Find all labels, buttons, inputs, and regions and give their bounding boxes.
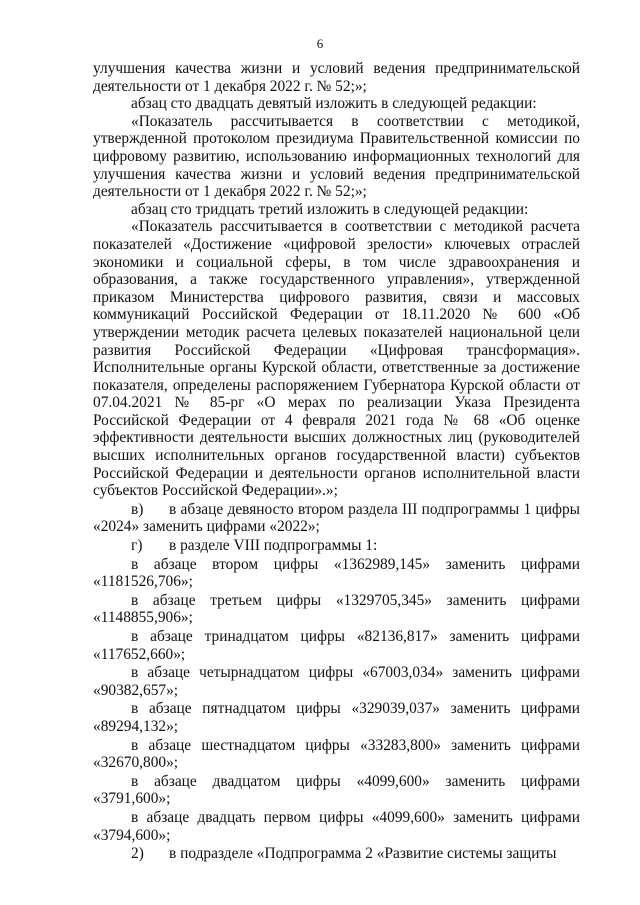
paragraph-text: в абзаце третьем цифры «1329705,345» заменить цифрами «1148855,906»; <box>93 591 580 627</box>
paragraph-text: абзац сто двадцать девятый изложить в следующей редакции: <box>131 95 537 113</box>
paragraph <box>93 592 580 627</box>
paragraph-text: в абзаце двадцать первом цифры «4099,600» заменить цифрами «3794,600»; <box>93 808 580 844</box>
paragraph-text: абзац сто тридцать третий изложить в следующей редакции: <box>131 200 529 218</box>
paragraph <box>93 201 580 219</box>
paragraph <box>93 218 580 500</box>
list-marker: г) <box>131 537 143 555</box>
paragraph-text: «Показатель рассчитывается в соответствии с методикой, утвержденной протоколом президиума Правительственной комиссии по цифровому развитию, использованию информационных технологий для улучшения качества жизни и условий ведения предпринимательской деятельности от 1 декабря 2022 г. № 52;»; <box>93 112 580 201</box>
paragraph-text: в абзаце четырнадцатом цифры «67003,034» заменить цифрами «90382,657»; <box>93 664 580 699</box>
paragraph-text: в абзаце девяносто втором раздела III подпрограммы 1 цифры «2024» заменить цифрами «2022»; <box>93 500 580 536</box>
paragraph <box>93 60 580 95</box>
paragraph-text: в разделе VIII подпрограммы 1: <box>169 537 378 555</box>
list-marker: в) <box>131 500 144 518</box>
paragraph <box>93 809 580 844</box>
paragraph-text: в абзаце втором цифры «1362989,145» заменить цифрами «1181526,706»; <box>93 555 580 591</box>
paragraph <box>93 501 580 536</box>
paragraph-text: «Показатель рассчитывается в соответствии с методикой расчета показателей «Достижение «цифровой зрелости» ключевых отраслей экономики и социальной сферы, в том числе здравоохранения и образования, а также государственного управления», утвержденной приказом Министерства цифрового развития, связи и массовых коммуникаций Российской Федерации от 18.11.2020 № 600 «Об утверждении методик расчета целевых показателей национальной цели развития Российской Федерации «Цифровая трансформация». Исполнительные органы Курской области, ответственные за достижение показателя, определены распоряжением Губернатора Курской области от 07.04.2021 № 85-рг «О мерах по реализации Указа Президента Российской Федерации от 4 февраля 2021 года № 68 «Об оценке эффективности деятельности высших должностных лиц (руководителей высших исполнительных органов государственной власти) субъектов Российской Федерации и деятельности органов исполнительной власти субъектов Российской Федерации».»; <box>93 218 580 500</box>
paragraph <box>93 845 580 863</box>
list-marker: 2) <box>131 845 144 863</box>
paragraph-text: в абзаце пятнадцатом цифры «329039,037» заменить цифрами «89294,132»; <box>93 700 580 735</box>
paragraph <box>93 664 580 699</box>
paragraph-text: в абзаце тринадцатом цифры «82136,817» заменить цифрами «117652,660»; <box>93 628 580 663</box>
paragraph-text: в подразделе «Подпрограмма 2 «Развитие системы защиты <box>169 845 557 863</box>
paragraph <box>93 700 580 735</box>
paragraph <box>93 556 580 591</box>
paragraph <box>93 628 580 663</box>
paragraph <box>93 737 580 772</box>
paragraph-text: улучшения качества жизни и условий ведения предпринимательской деятельности от 1 декабря 2022 г. № 52;»; <box>93 60 580 95</box>
document-body <box>93 60 580 863</box>
paragraph <box>93 537 580 555</box>
paragraph <box>93 773 580 808</box>
page-number: 6 <box>316 36 324 51</box>
paragraph <box>93 113 580 201</box>
paragraph-text: в абзаце двадцатом цифры «4099,600» заменить цифрами «3791,600»; <box>93 772 580 808</box>
paragraph-text: в абзаце шестнадцатом цифры «33283,800» заменить цифрами «32670,800»; <box>93 736 580 772</box>
paragraph <box>93 95 580 113</box>
